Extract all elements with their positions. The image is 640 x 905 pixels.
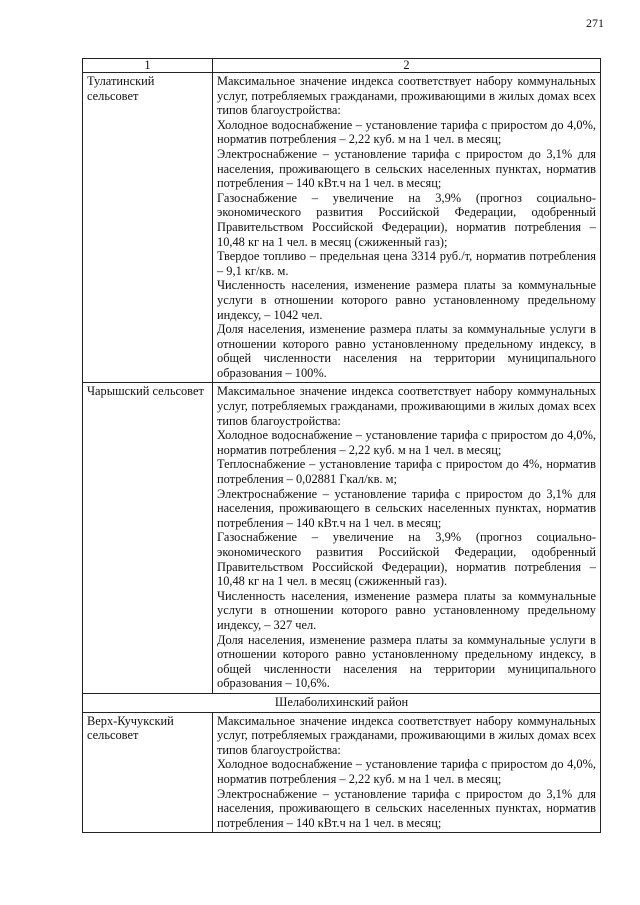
table-row	[83, 712, 601, 833]
paragraph: Холодное водоснабжение – установление тарифа с приростом до 4,0%, норматив потребления – 2,22 куб. м на 1 чел. в месяц;	[217, 117, 596, 147]
municipality-name: Чарышский сельсовет	[83, 383, 213, 693]
paragraph: Холодное водоснабжение – установление тарифа с приростом до 4,0%, норматив потребления – 2,22 куб. м на 1 чел. в месяц;	[217, 428, 596, 457]
paragraph: Газоснабжение – увеличение на 3,9% (прогноз социально-экономического развития Российской Федерации, одобренный Правительством Российской Федерации), норматив потребления – 10,48 кг на 1 чел. в месяц (сжиженный газ);	[217, 190, 596, 249]
paragraph: Теплоснабжение – установление тарифа с приростом до 4%, норматив потребления – 0,02881 Гкал/кв. м;	[217, 457, 596, 487]
column-header-2: 2	[213, 59, 601, 73]
paragraph: Твердое топливо – предельная цена 3314 руб./т, норматив потребления – 9,1 кг/кв. м.	[217, 249, 596, 278]
region-heading: Шелаболихинский район	[83, 693, 601, 712]
utility-tariff-table	[82, 58, 601, 833]
table-row	[83, 73, 601, 383]
paragraph: Холодное водоснабжение – установление тарифа с приростом до 4,0%, норматив потребления – 2,22 куб. м на 1 чел. в месяц;	[217, 757, 596, 786]
paragraph: Максимальное значение индекса соответствует набору коммунальных услуг, потребляемых гражданами, проживающими в жилых домах всех типов благоустройства:	[217, 713, 596, 757]
paragraph: Численность населения, изменение размера платы за коммунальные услуги в отношении которого равно установленному предельному индексу, – 1042 чел.	[217, 278, 596, 322]
table-row	[83, 383, 601, 693]
column-header-1: 1	[83, 59, 213, 73]
paragraph: Максимальное значение индекса соответствует набору коммунальных услуг, потребляемых гражданами, проживающими в жилых домах всех типов благоустройства:	[217, 384, 596, 428]
municipality-name: Верх-Кучукский сельсовет	[83, 712, 213, 833]
paragraph: Электроснабжение – установление тарифа с приростом до 3,1% для населения, проживающего в сельских населенных пунктах, норматив потребления – 140 кВт.ч на 1 чел. в месяц;	[217, 786, 596, 830]
paragraph: Электроснабжение – установление тарифа с приростом до 3,1% для населения, проживающего в сельских населенных пунктах, норматив потребления – 140 кВт.ч на 1 чел. в месяц;	[217, 146, 596, 191]
paragraph: Газоснабжение – увеличение на 3,9% (прогноз социально-экономического развития Российской Федерации, одобренный Правительством Российской Федерации), норматив потребления – 10,48 кг на 1 чел. в месяц (сжиженный газ).	[217, 530, 596, 589]
page-number: 271	[586, 16, 604, 30]
paragraph: Численность населения, изменение размера платы за коммунальные услуги в отношении которого равно установленному предельному индексу, – 327 чел.	[217, 588, 596, 632]
tariff-description	[213, 383, 601, 693]
paragraph: Доля населения, изменение размера платы за коммунальные услуги в отношении которого равно установленному предельному индексу, в общей численности населения на территории муниципального образования – 10,6%.	[217, 632, 596, 691]
tariff-description	[213, 73, 601, 383]
region-row	[83, 693, 601, 712]
paragraph: Доля населения, изменение размера платы за коммунальные услуги в отношении которого равно установленному предельному индексу, в общей численности населения на территории муниципального образования – 100%.	[217, 322, 596, 380]
header-row	[83, 59, 601, 73]
tariff-description	[213, 712, 601, 833]
paragraph: Максимальное значение индекса соответствует набору коммунальных услуг, потребляемых гражданами, проживающими в жилых домах всех типов благоустройства:	[217, 74, 596, 118]
municipality-name: Тулатинский сельсовет	[83, 73, 213, 383]
paragraph: Электроснабжение – установление тарифа с приростом до 3,1% для населения, проживающего в сельских населенных пунктах, норматив потребления – 140 кВт.ч на 1 чел. в месяц;	[217, 486, 596, 530]
